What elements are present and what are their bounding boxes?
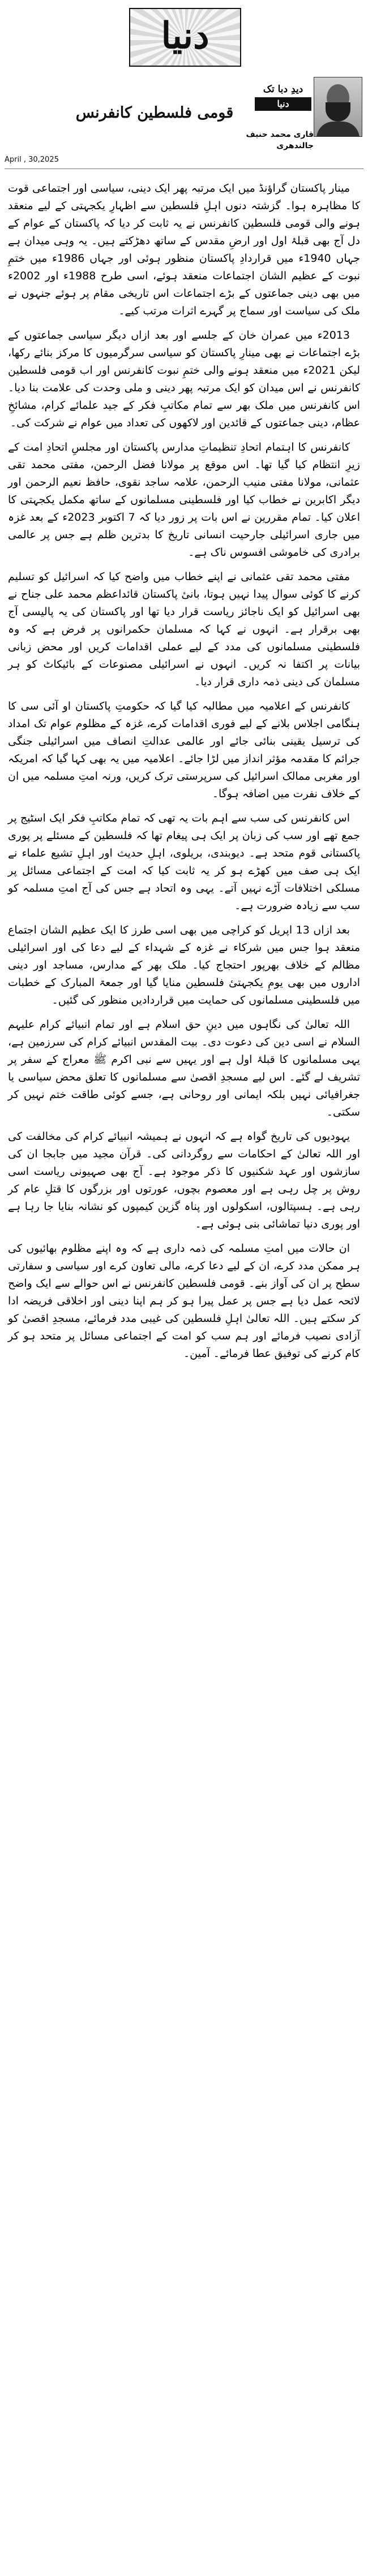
newspaper-logo: [129, 8, 241, 67]
masthead: [0, 5, 368, 68]
column-name-label: دیدِ دبا تک: [263, 84, 303, 95]
article-paragraph: بعد ازاں 13 اپریل کو کراچی میں بھی اسی طرز کا ایک عظیم الشان اجتماع منعقد ہوا جس میں شرکاء نے غزہ کے شہداء کے لیے دعا کی اور اسرائیلی مظالم کے خلاف بھرپور احتجاج کیا۔ ملک بھر کے مدارس، مساجد اور دینی اداروں میں بھی یومِ یکجہتیٔ فلسطین منایا گیا اور جمعۃ المبارک کے خطبات میں فلسطینی مسلمانوں کی حمایت میں قراردادیں منظور کی گئیں۔: [8, 924, 360, 1006]
article-paragraph: ان حالات میں امتِ مسلمہ کی ذمہ داری ہے کہ وہ اپنے مظلوم بھائیوں کی ہر ممکن مدد کرے، ان کے لیے دعا کرے، مالی تعاون کرے اور سیاسی و سفارتی سطح پر ان کی آواز بنے۔ قومی فلسطین کانفرنس نے اس حوالے سے ایک واضح لائحہ عمل دیا ہے جس پر عمل پیرا ہو کر ہم اپنا دینی اور اخلاقی فریضہ ادا کر سکتے ہیں۔ اللہ تعالیٰ اہلِ فلسطین کی غیبی مدد فرمائے، مسجدِ اقصیٰ کو آزادی نصیب فرمائے اور ہم سب کو امت کے اجتماعی مسائل پر متحد ہو کر کام کرنے کی توفیق عطا فرمائے۔ آمین۔: [8, 1242, 360, 1360]
article-paragraph: مینار پاکستان گراؤنڈ میں ایک مرتبہ پھر ایک دینی، سیاسی اور اجتماعی قوت کا مظاہرہ ہوا۔ گزشتہ دنوں اہلِ فلسطین سے اظہارِ یکجہتی کے لیے منعقد ہونے والی قومی فلسطین کانفرنس نے یہ ثابت کر دیا کہ پاکستان کے عوام کے دل آج بھی قبلۂ اول اور ارضِ مقدس کے ساتھ دھڑکتے ہیں۔ یہ وہی میدان ہے جہاں 1940ء میں قراردادِ پاکستان منظور ہوئی اور جہاں 1986ء میں ختمِ نبوت کے عظیم الشان اجتماعات منعقد ہوئے، اسی طرح 1988ء اور 2002ء میں بھی دینی جماعتوں کے بڑے اجتماعات اس تاریخی مقام پر ہوئے جنہوں نے ملک کی سیاست اور سماج پر گہرے اثرات مرتب کیے۔: [8, 182, 361, 317]
article-paragraph: کانفرنس کے اعلامیہ میں مطالبہ کیا گیا کہ حکومتِ پاکستان او آئی سی کا ہنگامی اجلاس بلانے کے لیے فوری اقدامات کرے، غزہ کے مظلوم عوام تک امداد کی ترسیل یقینی بنائی جائے اور عالمی عدالتِ انصاف میں اسرائیلی جنگی جرائم کا مقدمہ مؤثر انداز میں لڑا جائے۔ اعلامیہ میں یہ بھی کہا گیا کہ امریکہ اور مغربی ممالک اسرائیل کی سرپرستی ترک کریں، ورنہ امتِ مسلمہ میں ان کے خلاف نفرت میں اضافہ ہوگا۔: [8, 700, 360, 800]
column-name: [255, 83, 311, 111]
article-paragraph: اللہ تعالیٰ کی نگاہوں میں دینِ حق اسلام ہے اور تمام انبیائے کرام علیہم السلام نے اسی دین کی دعوت دی۔ بیت المقدس انبیائے کرام کی سرزمین ہے، یہی مسلمانوں کا قبلۂ اول ہے اور یہیں سے نبی اکرم ﷺ معراج کے سفر پر تشریف لے گئے۔ اس لیے مسجدِ اقصیٰ سے مسلمانوں کا تعلق محض سیاسی یا جغرافیائی نہیں بلکہ ایمانی اور روحانی ہے، جسے کوئی طاقت ختم نہیں کر سکتی۔: [8, 1018, 360, 1118]
article-body: [8, 180, 360, 1369]
article-paragraph: 2013ء میں عمران خان کے جلسے اور بعد ازاں دیگر سیاسی جماعتوں کے بڑے اجتماعات نے بھی مینارِ پاکستان کو سیاسی سرگرمیوں کا مرکز بنائے رکھا، لیکن 2021ء میں منعقد ہونے والی ختمِ نبوت کانفرنس اور اب قومی فلسطین کانفرنس نے اس میدان کو ایک مرتبہ پھر دینی و ملی وحدت کی علامت بنا دیا۔ اس کانفرنس میں ملک بھر سے تمام مکاتبِ فکر کے جید علمائے کرام، مشائخِ عظام، دینی جماعتوں کے قائدین اور لاکھوں کی تعداد میں عوام نے شرکت کی۔: [8, 329, 360, 429]
header-divider: [5, 168, 363, 169]
logo-text: دنیا: [161, 15, 209, 57]
article-date: April , 30,2025: [5, 155, 59, 164]
author-byline: قاری محمد حنیف جالندھری: [246, 130, 314, 150]
author-photo-shoulders: [316, 122, 360, 137]
article-paragraph: یہودیوں کی تاریخ گواہ ہے کہ انہوں نے ہمیشہ انبیائے کرام کی مخالفت کی اور اللہ تعالیٰ کے احکامات سے روگردانی کی۔ قرآن مجید میں جابجا ان کی سازشوں اور عہد شکنیوں کا ذکر موجود ہے۔ آج بھی صہیونی ریاست اسی روش پر چل رہی ہے اور معصوم بچوں، عورتوں اور بزرگوں کا قتلِ عام کر رہی ہے۔ ہسپتالوں، اسکولوں اور پناہ گزین کیمپوں کو نشانہ بنایا جا رہا ہے اور پوری دنیا تماشائی بنی ہوئی ہے۔: [8, 1130, 360, 1230]
column-header: [0, 75, 368, 175]
article-paragraph: کانفرنس کا اہتمام اتحادِ تنظیماتِ مدارس پاکستان اور مجلسِ اتحادِ امت کے زیرِ انتظام کیا گیا تھا۔ اس موقع پر مولانا فضل الرحمن، مفتی محمد تقی عثمانی، مولانا مفتی منیب الرحمن، علامہ ساجد نقوی، حافظ نعیم الرحمن اور دیگر اکابرین نے خطاب کیا اور فلسطینی مسلمانوں کے ساتھ مکمل یکجہتی کا اعلان کیا۔ تمام مقررین نے اس بات پر زور دیا کہ 7 اکتوبر 2023ء کے بعد غزہ میں جاری اسرائیلی جارحیت انسانی تاریخ کا بدترین ظلم ہے جس پر عالمی برادری کی خاموشی افسوس ناک ہے۔: [8, 441, 360, 559]
article-paragraph: اس کانفرنس کی سب سے اہم بات یہ تھی کہ تمام مکاتبِ فکر ایک اسٹیج پر جمع تھے اور سب کی زبان پر ایک ہی پیغام تھا کہ فلسطین کے مسئلے پر پوری پاکستانی قوم متحد ہے۔ دیوبندی، بریلوی، اہلِ حدیث اور اہلِ تشیع علماء نے ایک ہی صف میں کھڑے ہو کر یہ ثابت کیا کہ امت کے اجتماعی مسائل پر مسلکی اختلافات آڑے نہیں آتے۔ یہی وہ اتحاد ہے جس کی آج امتِ مسلمہ کو سب سے زیادہ ضرورت ہے۔: [8, 812, 360, 912]
article-headline: قومی فلسطین کانفرنس: [75, 104, 234, 122]
article-paragraph: مفتی محمد تقی عثمانی نے اپنے خطاب میں واضح کیا کہ اسرائیل کو تسلیم کرنے کا کوئی سوال پیدا نہیں ہوتا، بانیٔ پاکستان قائداعظم محمد علی جناح نے بھی اسرائیل کو ایک ناجائز ریاست قرار دیا تھا اور پاکستان کی یہ پالیسی آج بھی برقرار ہے۔ انہوں نے کہا کہ مسلمان حکمرانوں پر فرض ہے کہ وہ فلسطینی مسلمانوں کی مدد کے لیے عملی اقدامات کریں اور محض زبانی بیانات پر اکتفا نہ کریں۔ انہوں نے اسرائیلی مصنوعات کے بائیکاٹ کو ہر مسلمان کی دینی ذمہ داری قرار دیا۔: [8, 570, 360, 688]
author-photo-beard: [326, 102, 350, 122]
author-photo: [314, 77, 362, 137]
column-brand: دنیا: [255, 97, 311, 111]
